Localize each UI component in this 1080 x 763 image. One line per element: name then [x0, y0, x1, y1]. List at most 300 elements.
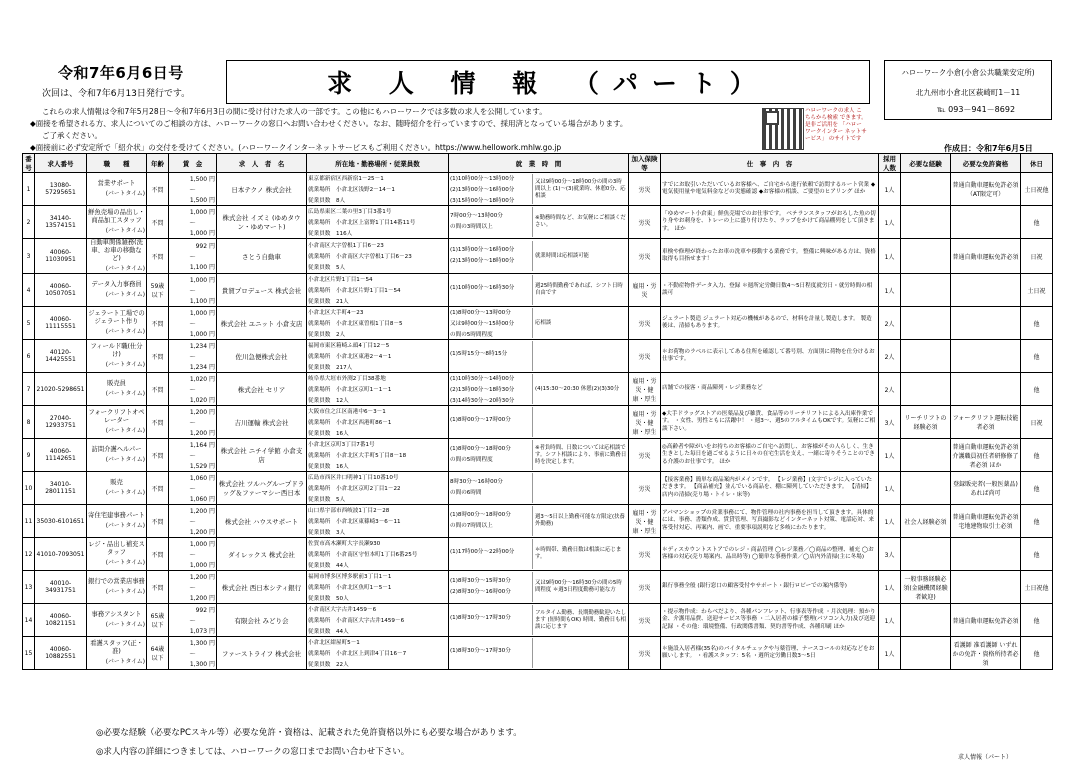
holiday: 土日祝他: [1021, 571, 1053, 604]
employees-label: 従業員数: [308, 662, 331, 668]
employer: 有限会社 みどり会: [217, 604, 307, 637]
wage-max-line: [170, 593, 215, 602]
holiday: 他: [1021, 604, 1053, 637]
job-number: 41010-7093051: [35, 538, 87, 571]
occupation: 営業サポート: [97, 180, 136, 187]
shift-3: の間の5時間程度: [450, 332, 493, 338]
employee-count: 3人: [336, 530, 346, 536]
work-location: 小倉南区守恒本町1丁目6番25号: [336, 552, 418, 558]
employee-count: 2人: [336, 332, 346, 338]
occupation-cell: [87, 406, 147, 439]
location-label: 就業場所: [308, 321, 331, 327]
wage-min-line: [170, 275, 215, 284]
wage-max-line: [170, 428, 215, 437]
hours-note: [533, 407, 627, 437]
table-row: [23, 571, 1053, 604]
job-number: 40060-10507051: [35, 274, 87, 307]
yen-unit: 円: [208, 397, 215, 404]
location-cell: [307, 373, 449, 406]
wage-max: 1,100: [189, 298, 208, 305]
wage-max-line: [170, 461, 215, 470]
job-number: 40060-10821151: [35, 604, 87, 637]
work-location-line: [308, 616, 447, 624]
job-duties: 【接客業務】簡単な商品案内がメインです。 【レジ業務】(文字でレジに入っていただきます。 【商品補充】並んでいる商品を、棚に陳列していただきます。 【清掃】店内の清掃(売り場・トイレ・床等): [661, 472, 879, 505]
shift-2: (2)8時30分～16時00分: [450, 589, 511, 595]
wage-tilde: ～: [189, 551, 196, 559]
hours-note: 応相談: [535, 319, 552, 326]
employee-count: 50人: [336, 596, 349, 602]
yen-unit: 円: [208, 661, 215, 668]
work-location-line: [308, 185, 447, 193]
employees-line: [308, 263, 447, 271]
wage-max-line: [170, 494, 215, 503]
age: 不問: [147, 373, 169, 406]
yen-unit: 円: [208, 640, 215, 647]
wage-min: 1,500: [189, 176, 208, 183]
office-address: 北九州市小倉北区萩崎町1－11: [915, 88, 1021, 97]
hire-count: 1人: [879, 505, 901, 538]
insurance: 労災: [629, 439, 661, 472]
wage-max: 1,000: [189, 331, 208, 338]
required-license: [951, 571, 1021, 604]
age: 64歳以下: [147, 637, 169, 670]
row-number: 13: [23, 571, 35, 604]
occupation: ジェラート工場での ジェラート作り: [88, 310, 145, 325]
footer-mark: 求人情報（パート）: [958, 754, 1013, 761]
shift-1: (1)17時00分～22時00分: [450, 549, 515, 555]
age: 不問: [147, 571, 169, 604]
office-phone: ℡ 093－941－8692: [937, 105, 1016, 114]
employees-label: 従業員数: [308, 596, 331, 602]
occupation-cell: [87, 373, 147, 406]
employees-label: 従業員数: [308, 563, 331, 569]
shift-2: 又は9時00分～15時00分: [450, 321, 515, 327]
location-label: 就業場所: [308, 420, 331, 426]
required-experience: [901, 206, 951, 239]
col-header: 仕 事 内 容: [661, 154, 879, 173]
office-box: [884, 60, 1052, 120]
location-cell: [307, 538, 449, 571]
location-label: 就業場所: [308, 651, 331, 657]
hire-count: 2人: [879, 340, 901, 373]
employee-count: 12人: [336, 398, 349, 404]
address: 小倉北区京町3丁目7番1号: [308, 442, 375, 448]
location-label: 就業場所: [308, 288, 331, 294]
location-cell: [307, 637, 449, 670]
required-experience: [901, 173, 951, 206]
work-location: 小倉北区東篠崎3－6－11: [336, 519, 401, 525]
address: 広島県東区二葉の里3丁目3番1号: [308, 209, 392, 215]
row-number: 2: [23, 206, 35, 239]
location-cell: [307, 472, 449, 505]
hours-cell: [449, 307, 629, 340]
yen-unit: 円: [208, 209, 215, 216]
hire-count: 1人: [879, 637, 901, 670]
wage-min: 992: [195, 243, 208, 250]
insurance: 労災: [629, 538, 661, 571]
occupation: 看護スタッフ(正・准): [90, 640, 143, 655]
occupation-cell: [87, 505, 147, 538]
col-header: 求人番号: [35, 154, 87, 173]
work-location: 小倉北区浅野2－14－1: [336, 187, 395, 193]
hours-cell: [449, 340, 629, 373]
employees-line: [308, 528, 447, 536]
col-header: 必要な経験: [901, 154, 951, 173]
hours-note: 又は9時00分～16時30分の間の5時間程度 ＊週3日程度勤務可能な方: [535, 580, 622, 593]
yen-unit: 円: [208, 376, 215, 383]
wage-min: 1,000: [189, 209, 208, 216]
hours-note: フルタイム勤務、長期勤務歓迎いたします (短時間もOK) 時間、勤務日も相談に応じます: [535, 609, 627, 630]
job-duties: ・提示物作成：わらべだより、各種パンフレット、行事表等作成 ・月次処理：預かり金、介護用品費、送迎サービス等事務 ・二入居者の様子整理(パソコン入力)及び送迎記録 ・その他：環境整備、行政関係書類、契約書等作成、各種印刷 ほか: [661, 604, 879, 637]
occupation: データ入力事務員: [91, 281, 142, 288]
info-line: これらの求人情報は令和7年5月28日～令和7年6月3日の間に受け付けた求人の一部です。この他にもハローワークでは多数の求人を公開しています。: [42, 107, 547, 116]
required-license: [951, 206, 1021, 239]
hire-count: 1人: [879, 439, 901, 472]
wage-min-line: [170, 539, 215, 548]
info-line: ◆面接を希望される方、求人についてのご相談の方は、ハローワークの窓口へお問い合わせください。なお、随時紹介を行っていますので、採用済となっている場合があります。: [30, 119, 628, 128]
part-time-label: (パートタイム): [105, 622, 145, 628]
wage-min-line: [170, 638, 215, 647]
employer: 株式会社 ニチイ学館 小倉支店: [217, 439, 307, 472]
age: 不問: [147, 472, 169, 505]
wage-cell: [169, 206, 217, 239]
yen-unit: 円: [208, 562, 215, 569]
employer: 株式会社 ハウスサポート: [217, 505, 307, 538]
part-time-label: (パートタイム): [105, 490, 145, 496]
col-header: 休日: [1021, 154, 1053, 173]
wage-max: 1,234: [189, 364, 208, 371]
wage-cell: [169, 439, 217, 472]
wage-max: 1,060: [189, 496, 208, 503]
job-duties: ＊ディスカウントストアでのレジ・商品管理 ◯レジ業務／◯商品の整理、補充 ◯お客様の対応(売り場案内、品出時等) ◯簡単な事務作業／◯店内外清掃(主に冬場): [661, 538, 879, 571]
part-time-label: (パートタイム): [105, 428, 145, 434]
part-time-label: (パートタイム): [105, 329, 145, 335]
shift-2: (2)13時00分～16時00分: [450, 187, 515, 193]
location-cell: [307, 239, 449, 274]
employees-line: [308, 330, 447, 338]
wage-cell: [169, 406, 217, 439]
title-banner: [226, 60, 870, 104]
yen-unit: 円: [208, 508, 215, 515]
col-header: 番号: [23, 154, 35, 173]
wage-cell: [169, 538, 217, 571]
row-number: 3: [23, 239, 35, 274]
employees-line: [308, 429, 447, 437]
required-experience: [901, 637, 951, 670]
employees-label: 従業員数: [308, 299, 331, 305]
age: 不問: [147, 505, 169, 538]
required-license: [951, 340, 1021, 373]
location-label: 就業場所: [308, 387, 331, 393]
occupation: 寄住宅建事務パート: [88, 512, 145, 519]
yen-unit: 円: [208, 243, 215, 250]
wage-tilde: ～: [189, 485, 196, 493]
wage-cell: [169, 373, 217, 406]
wage-max-line: [170, 296, 215, 305]
yen-unit: 円: [208, 176, 215, 183]
job-table: [22, 153, 1053, 670]
insurance: 労災: [629, 173, 661, 206]
shift-1: 8時30分～16時00分: [450, 479, 503, 485]
insurance: 労災: [629, 340, 661, 373]
employer: 吉川運輸 株式会社: [217, 406, 307, 439]
insurance: 雇用・労災・健康・厚生: [629, 373, 661, 406]
occupation: 販売: [110, 479, 123, 486]
col-header: 必要な免許資格: [951, 154, 1021, 173]
hours-note: (4)15:30～20:30 休憩(2)(3)30分: [535, 385, 620, 392]
occupation-cell: [87, 571, 147, 604]
wage-tilde: ～: [189, 419, 196, 427]
required-experience: [901, 340, 951, 373]
holiday: 土日祝他: [1021, 173, 1053, 206]
shift-2: の間の6時間: [450, 490, 482, 496]
wage-cell: [169, 571, 217, 604]
holiday: 他: [1021, 373, 1053, 406]
employees-line: [308, 660, 447, 668]
employee-count: 21人: [336, 299, 349, 305]
table-row: [23, 439, 1053, 472]
qr-code-icon: [762, 108, 804, 150]
job-number: 34140-13574151: [35, 206, 87, 239]
wage-tilde: ～: [189, 219, 196, 227]
shift-1: (1)10時00分～16時30分: [450, 285, 515, 291]
job-number: 40120-14425551: [35, 340, 87, 373]
address: 小倉北区紺屋町5－1: [308, 640, 360, 646]
row-number: 6: [23, 340, 35, 373]
wage-min: 1,164: [189, 442, 208, 449]
occupation: フォークリフトオペレーター: [88, 409, 145, 424]
yen-unit: 円: [208, 607, 215, 614]
work-location-line: [308, 517, 447, 525]
required-license: [951, 274, 1021, 307]
wage-max-line: [170, 626, 215, 635]
age: 不問: [147, 239, 169, 274]
hours-cell: [449, 571, 629, 604]
yen-unit: 円: [208, 628, 215, 635]
location-label: 就業場所: [308, 354, 331, 360]
hours-cell: [449, 406, 629, 439]
employees-label: 従業員数: [308, 497, 331, 503]
location-cell: [307, 307, 449, 340]
location-label: 就業場所: [308, 187, 331, 193]
wage-cell: [169, 173, 217, 206]
part-time-label: (パートタイム): [105, 560, 145, 566]
employee-count: 22人: [336, 662, 349, 668]
hire-count: 1人: [879, 604, 901, 637]
wage-min: 1,200: [189, 409, 208, 416]
hours-cell: [449, 637, 629, 670]
employer: さとう自動車: [217, 239, 307, 274]
employees-label: 従業員数: [308, 265, 331, 271]
hire-count: 1人: [879, 472, 901, 505]
row-number: 10: [23, 472, 35, 505]
employee-count: 116人: [336, 231, 353, 237]
table-row: [23, 406, 1053, 439]
insurance: 労災: [629, 571, 661, 604]
part-time-label: (パートタイム): [105, 457, 145, 463]
employees-line: [308, 196, 447, 204]
employees-line: [308, 561, 447, 569]
employees-line: [308, 495, 447, 503]
row-number: 15: [23, 637, 35, 670]
wage-max-line: [170, 195, 215, 204]
table-row: [23, 637, 1053, 670]
hours-note: 週3～5日以上勤務可能な方限定(扶養外勤務): [535, 514, 625, 527]
wage-tilde: ～: [189, 386, 196, 394]
shift-2: (2)13時00分～18時00分: [450, 258, 515, 264]
work-location: 小倉北区上富野1丁目14番11号: [336, 220, 416, 226]
yen-unit: 円: [208, 442, 215, 449]
work-location-line: [308, 418, 447, 426]
insurance: 労災: [629, 307, 661, 340]
wage-max: 1,000: [189, 230, 208, 237]
location-cell: [307, 340, 449, 373]
job-number: 40060-10882551: [35, 637, 87, 670]
occupation-cell: [87, 604, 147, 637]
location-label: 就業場所: [308, 254, 331, 260]
hours-note: ※者負時間、日数については応相談です。シフト相談により、事前に勤務日時を決定します。: [535, 444, 627, 465]
hire-count: 2人: [879, 307, 901, 340]
insurance: 雇用・労災・健康・厚生: [629, 406, 661, 439]
yen-unit: 円: [208, 541, 215, 548]
hours-note: 就業時間は応相談可能: [535, 252, 589, 259]
job-duties: 「ゆめマート小倉東」鮮魚売場でのお仕事です。 ベテランスタッフがおろした魚の切り身やお刺身を、トレーの上に盛り付けたり、ラップをかけて商品棚列をして頂きます。 ほか: [661, 206, 879, 239]
employee-count: 5人: [336, 497, 346, 503]
location-label: 就業場所: [308, 585, 331, 591]
job-number: 13080-57295651: [35, 173, 87, 206]
shift-1: (1)8時00分～17時00分: [450, 417, 511, 423]
location-cell: [307, 206, 449, 239]
required-experience: [901, 307, 951, 340]
work-location: 小倉北区京町1－1－1: [336, 387, 392, 393]
required-license: [951, 307, 1021, 340]
location-cell: [307, 173, 449, 206]
wage-max-line: [170, 560, 215, 569]
holiday: 他: [1021, 505, 1053, 538]
wage-max: 1,073: [189, 628, 208, 635]
hire-count: 3人: [879, 538, 901, 571]
row-number: 7: [23, 373, 35, 406]
job-number: 40060-11030951: [35, 239, 87, 274]
holiday: 他: [1021, 637, 1053, 670]
next-issue-note: 次回は、令和7年6月13日発行です。: [42, 89, 191, 99]
employees-label: 従業員数: [308, 398, 331, 404]
required-license: [951, 538, 1021, 571]
location-label: 就業場所: [308, 552, 331, 558]
col-header: 就 業 時 間: [449, 154, 629, 173]
holiday: 土日祝: [1021, 274, 1053, 307]
insurance: 労災: [629, 206, 661, 239]
job-duties: ＊施設入居者様(35名)のバイタルチェックや与薬管理、ナースコールの対応などをお願いします。 ・看護スタッフ：5名 ・週所定労働日数3～5日: [661, 637, 879, 670]
required-experience: リーチリフトの経験必須: [901, 406, 951, 439]
hours-cell: [449, 604, 629, 637]
employees-label: 従業員数: [308, 530, 331, 536]
location-cell: [307, 571, 449, 604]
employees-label: 従業員数: [308, 231, 331, 237]
employer: 株式会社 ユニット 小倉支店: [217, 307, 307, 340]
hours-cell: [449, 173, 629, 206]
shift-1: (1)8時00分～13時00分: [450, 310, 511, 316]
wage-max-line: [170, 262, 215, 271]
job-duties: 店舗での接客・商品陳列・レジ業務など: [661, 373, 879, 406]
shift-1: (1)13時00分～16時00分: [450, 247, 515, 253]
wage-min-line: [170, 572, 215, 581]
required-experience: [901, 604, 951, 637]
employer: ダイレックス 株式会社: [217, 538, 307, 571]
occupation-cell: [87, 439, 147, 472]
wage-min-line: [170, 308, 215, 317]
part-time-label: (パートタイム): [105, 523, 145, 529]
created-date: 作成日：令和7年6月5日: [944, 144, 1033, 153]
work-location-line: [308, 252, 447, 260]
part-time-label: (パートタイム): [105, 292, 145, 298]
wage-max-line: [170, 362, 215, 371]
occupation: 訪問介護ヘルパー: [91, 446, 142, 453]
location-cell: [307, 604, 449, 637]
age: 65歳以下: [147, 604, 169, 637]
wage-min-line: [170, 341, 215, 350]
wage-tilde: ～: [189, 353, 196, 361]
footer-note: ◎求人内容の詳細につきましては、ハローワークの窓口までお問い合わせ下さい。: [96, 747, 410, 757]
hire-count: 1人: [879, 571, 901, 604]
occupation-cell: [87, 239, 147, 274]
wage-max: 1,200: [189, 430, 208, 437]
hours-note: ※勤務時間など、お気軽にご相談ください。: [535, 215, 626, 228]
row-number: 4: [23, 274, 35, 307]
holiday: 他: [1021, 206, 1053, 239]
wage-max-line: [170, 659, 215, 668]
employer: 株式会社 セリア: [217, 373, 307, 406]
job-number: 34010-28011151: [35, 472, 87, 505]
yen-unit: 円: [208, 430, 215, 437]
wage-min-line: [170, 207, 215, 216]
wage-tilde: ～: [189, 287, 196, 295]
location-cell: [307, 274, 449, 307]
shift-1: (1)8時30分～15時30分: [450, 578, 511, 584]
location-cell: [307, 505, 449, 538]
work-location-line: [308, 352, 447, 360]
col-header: 所在地・勤務場所・従業員数: [307, 154, 449, 173]
occupation: 自動車関係雑務(洗車、お車の移動など): [90, 239, 143, 262]
wage-max-line: [170, 329, 215, 338]
occupation: レジ・品出し補充スタッフ: [88, 541, 145, 556]
row-number: 9: [23, 439, 35, 472]
shift-3: (3)14時30分～20時30分: [450, 398, 515, 404]
address: 福岡市博多区博多駅前3丁目1－1: [308, 574, 392, 580]
yen-unit: 円: [208, 331, 215, 338]
employees-line: [308, 229, 447, 237]
holiday: 他: [1021, 340, 1053, 373]
holiday: 他: [1021, 439, 1053, 472]
table-row: [23, 340, 1053, 373]
wage-max-line: [170, 395, 215, 404]
employees-line: [308, 396, 447, 404]
location-label: 就業場所: [308, 519, 331, 525]
employer: 株式会社 西日本シティ銀行: [217, 571, 307, 604]
wage-max: 1,300: [189, 661, 208, 668]
yen-unit: 円: [208, 230, 215, 237]
job-duties: ＊お荷物のラベルに表示してある住所を確認して番号別、方面別に荷物を仕分けるお仕事です。: [661, 340, 879, 373]
age: 不問: [147, 307, 169, 340]
row-number: 1: [23, 173, 35, 206]
address: 東京都新宿区西新宿1－25－1: [308, 176, 384, 182]
hours-note: 週25時間勤務であれば、シフト日時自由です: [535, 283, 623, 296]
insurance: 雇用・労災・健康・厚生: [629, 505, 661, 538]
wage-min-line: [170, 374, 215, 383]
age: 不問: [147, 439, 169, 472]
wage-tilde: ～: [189, 452, 196, 460]
age: 不問: [147, 173, 169, 206]
